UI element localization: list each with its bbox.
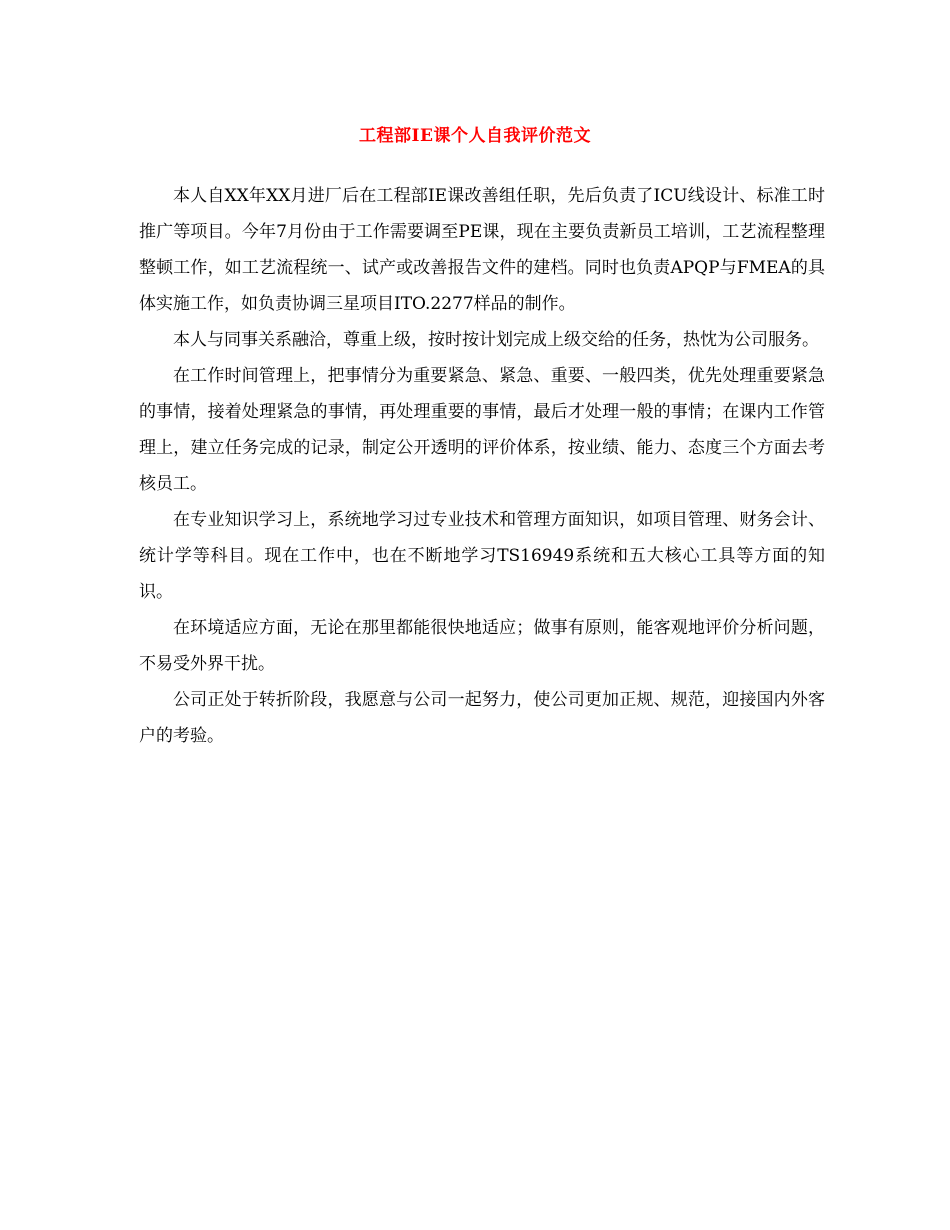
paragraph-6: 公司正处于转折阶段，我愿意与公司一起努力，使公司更加正规、规范，迎接国内外客户的考验。 — [139, 690, 825, 746]
paragraph-2: 本人与同事关系融洽，尊重上级，按时按计划完成上级交给的任务，热忱为公司服务。 — [173, 330, 819, 350]
paragraph-1: 本人自XX年XX月进厂后在工程部IE课改善组任职，先后负责了ICU线设计、标准工时推广等项目。今年7月份由于工作需要调至PE课，现在主要负责新员工培训，工艺流程整理整顿工作，如工艺流程统一、试产或改善报告文件的建档。同时也负责APQP与FMEA的具体实施工作，如负责协调三星项目ITO.2277样品的制作。 — [139, 186, 825, 314]
document-title: 工程部IE课个人自我评价范文 — [359, 126, 591, 146]
paragraph-3: 在工作时间管理上，把事情分为重要紧急、紧急、重要、一般四类，优先处理重要紧急的事情，接着处理紧急的事情，再处理重要的事情，最后才处理一般的事情；在课内工作管理上，建立任务完成的记录，制定公开透明的评价体系，按业绩、能力、态度三个方面去考核员工。 — [139, 366, 825, 494]
paragraph-4: 在专业知识学习上，系统地学习过专业技术和管理方面知识，如项目管理、财务会计、统计学等科目。现在工作中，也在不断地学习TS16949系统和五大核心工具等方面的知识。 — [139, 510, 825, 602]
paragraph-5: 在环境适应方面，无论在那里都能很快地适应；做事有原则，能客观地评价分析问题，不易受外界干扰。 — [139, 618, 825, 674]
document-body — [139, 178, 825, 754]
